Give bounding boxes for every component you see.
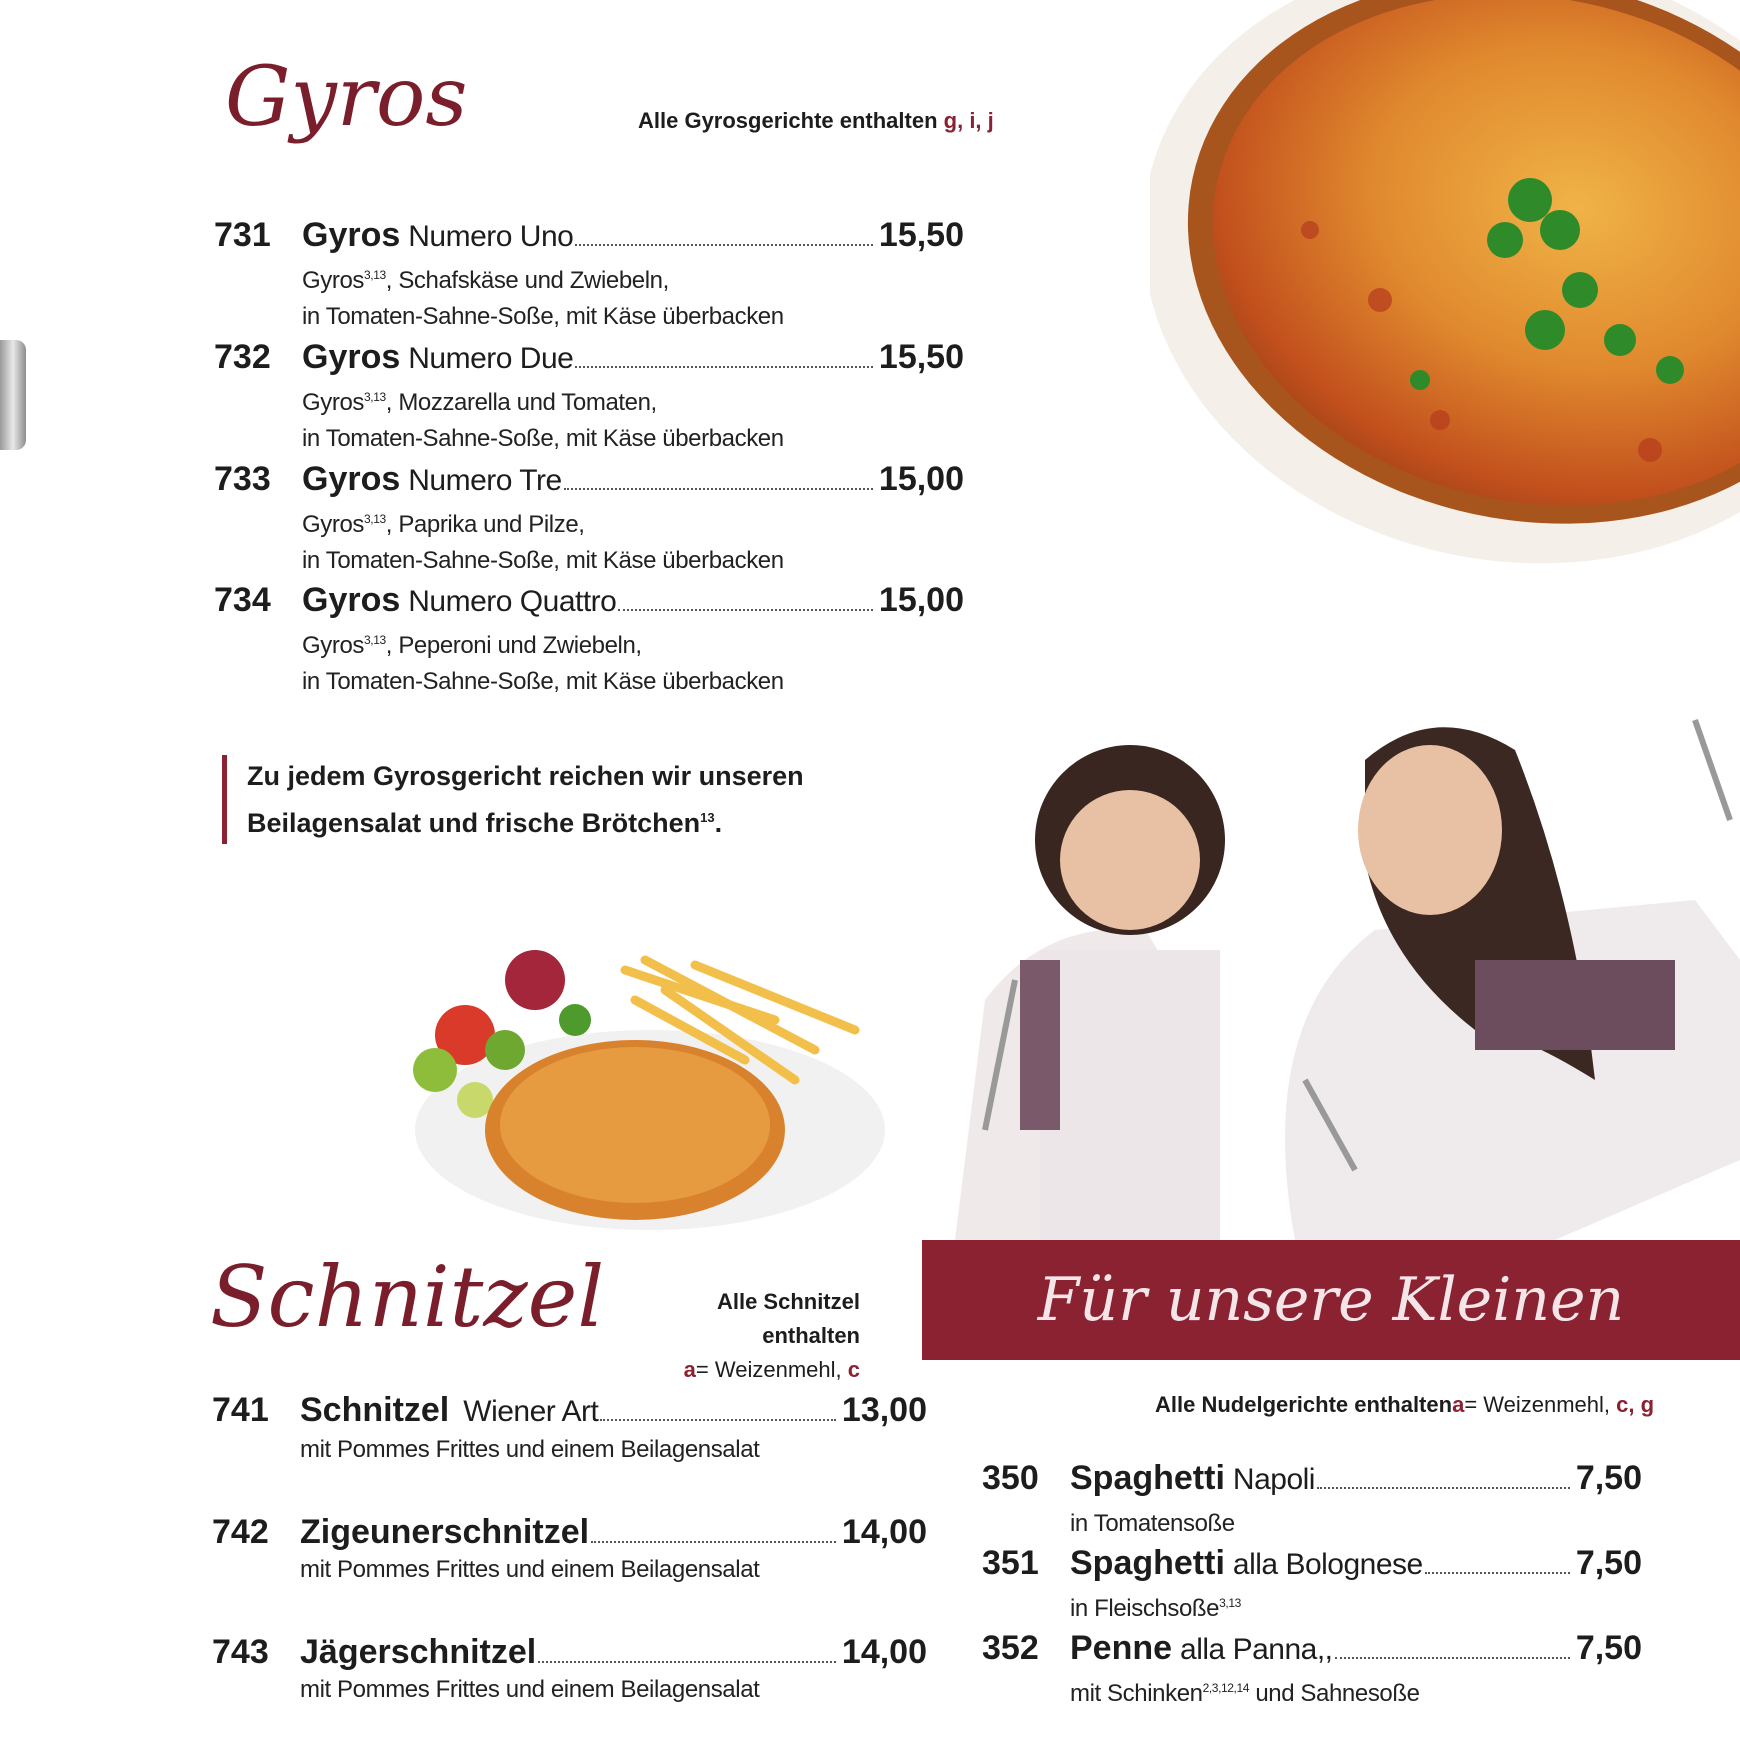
item-number: 742 <box>212 1513 269 1551</box>
item-name: Spaghetti <box>1070 1544 1225 1582</box>
item-number: 351 <box>982 1544 1039 1582</box>
kids-banner-title: Für unsere Kleinen <box>1037 1265 1625 1335</box>
item-variant: Numero Uno <box>408 220 574 253</box>
item-price: 15,50 <box>878 216 964 254</box>
item-name: Schnitzel <box>300 1391 450 1429</box>
item-description: in Fleischsoße$^{3,13}$ <box>1070 1595 1241 1622</box>
dot-leader <box>1335 1657 1570 1659</box>
item-price: 15,00 <box>878 581 964 619</box>
item-number: 734 <box>214 581 271 619</box>
item-description: Gyros$^{3,13}$, Schafskäse und Zwiebeln, <box>302 267 669 294</box>
item-price: 15,00 <box>878 460 964 498</box>
gyros-allergen-note <box>638 108 994 134</box>
item-variant: Numero Quattro <box>408 585 617 618</box>
item-variant: Numero Tre <box>408 464 562 497</box>
item-variant: Numero Due <box>408 342 574 375</box>
item-price: 14,00 <box>841 1633 927 1671</box>
binder-ring <box>0 340 26 450</box>
item-name: Gyros <box>302 460 401 498</box>
kids-note-codes: c, g <box>1616 1392 1655 1417</box>
menu-item-352 <box>982 1628 1642 1712</box>
item-description: mit Pommes Frittes und einem Beilagensalat <box>300 1436 760 1463</box>
dot-leader <box>618 609 873 611</box>
item-number: 350 <box>982 1459 1039 1497</box>
schnitzel-note-code-a: a <box>683 1357 696 1382</box>
item-description: mit Schinken$^{2,3,12,14}$ und Sahnesoße <box>1070 1680 1420 1707</box>
item-number: 733 <box>214 460 271 498</box>
item-price: 15,50 <box>878 338 964 376</box>
item-description-line2: in Tomaten-Sahne-Soße, mit Käse überbacken <box>302 668 784 695</box>
item-name: Jägerschnitzel <box>300 1633 537 1671</box>
item-price: 7,50 <box>1575 1459 1642 1497</box>
menu-item-741 <box>212 1390 927 1468</box>
item-description: mit Pommes Frittes und einem Beilagensalat <box>300 1676 760 1703</box>
info-line-2: Beilagensalat und frische Brötchen$^{13}$. <box>247 808 723 838</box>
kids-note-a-text: = Weizenmehl, <box>1464 1392 1611 1417</box>
menu-item-732 <box>214 337 964 457</box>
item-description: Gyros$^{3,13}$, Peperoni und Zwiebeln, <box>302 632 642 659</box>
item-description: mit Pommes Frittes und einem Beilagensalat <box>300 1556 760 1583</box>
menu-item-351 <box>982 1543 1642 1627</box>
schnitzel-note-code-c: c <box>847 1357 860 1382</box>
item-description-line2: in Tomaten-Sahne-Soße, mit Käse überbacken <box>302 425 784 452</box>
kids-banner <box>922 1240 1740 1360</box>
item-variant: Napoli <box>1232 1463 1315 1496</box>
item-variant: Wiener Art <box>463 1395 599 1428</box>
dot-leader <box>1425 1572 1570 1574</box>
dot-leader <box>575 366 873 368</box>
gyros-heading: Gyros <box>225 50 468 145</box>
item-number: 741 <box>212 1391 269 1429</box>
dot-leader <box>538 1661 836 1663</box>
kids-note-code-a: a <box>1452 1392 1465 1417</box>
gyros-info-box <box>222 755 804 844</box>
gyros-casserole-photo <box>1150 0 1740 660</box>
item-name: Gyros <box>302 581 401 619</box>
menu-item-734 <box>214 580 964 700</box>
schnitzel-plate-photo <box>395 940 895 1240</box>
dot-leader <box>575 244 873 246</box>
item-name: Spaghetti <box>1070 1459 1225 1497</box>
item-name: Gyros <box>302 216 401 254</box>
kids-note-text: Alle Nudelgerichte enthalten <box>1155 1392 1453 1417</box>
item-price: 14,00 <box>841 1513 927 1551</box>
kids-photo <box>955 700 1740 1240</box>
item-price: 13,00 <box>841 1391 927 1429</box>
item-description: in Tomatensoße <box>1070 1510 1235 1537</box>
info-line-1: Zu jedem Gyrosgericht reichen wir unseren <box>247 761 804 791</box>
dot-leader <box>600 1419 836 1421</box>
schnitzel-allergen-note <box>620 1285 860 1387</box>
schnitzel-heading: Schnitzel <box>210 1248 605 1346</box>
kids-allergen-note <box>1155 1392 1654 1418</box>
item-name: Gyros <box>302 338 401 376</box>
item-name: Penne <box>1070 1629 1173 1667</box>
schnitzel-note-a-text: = Weizenmehl, <box>695 1357 842 1382</box>
dot-leader <box>1317 1487 1570 1489</box>
item-description-line2: in Tomaten-Sahne-Soße, mit Käse überbacken <box>302 547 784 574</box>
item-description: Gyros$^{3,13}$, Mozzarella und Tomaten, <box>302 389 657 416</box>
item-description-line2: in Tomaten-Sahne-Soße, mit Käse überbacken <box>302 303 784 330</box>
item-number: 732 <box>214 338 271 376</box>
menu-item-742 <box>212 1512 927 1588</box>
menu-item-350 <box>982 1458 1642 1542</box>
menu-item-743 <box>212 1632 927 1708</box>
gyros-note-text: Alle Gyrosgerichte enthalten <box>638 108 938 133</box>
item-number: 731 <box>214 216 271 254</box>
gyros-note-codes: g, i, j <box>943 108 994 133</box>
item-number: 352 <box>982 1629 1039 1667</box>
item-name: Zigeunerschnitzel <box>300 1513 590 1551</box>
item-number: 743 <box>212 1633 269 1671</box>
schnitzel-note-line1: Alle Schnitzel enthalten <box>716 1289 860 1348</box>
item-variant: alla Bolognese <box>1232 1548 1423 1581</box>
item-variant: alla Panna,, <box>1180 1633 1333 1666</box>
item-price: 7,50 <box>1575 1544 1642 1582</box>
dot-leader <box>564 488 873 490</box>
item-description: Gyros$^{3,13}$, Paprika und Pilze, <box>302 511 585 538</box>
menu-item-731 <box>214 215 964 335</box>
dot-leader <box>591 1541 836 1543</box>
item-price: 7,50 <box>1575 1629 1642 1667</box>
menu-item-733 <box>214 459 964 579</box>
